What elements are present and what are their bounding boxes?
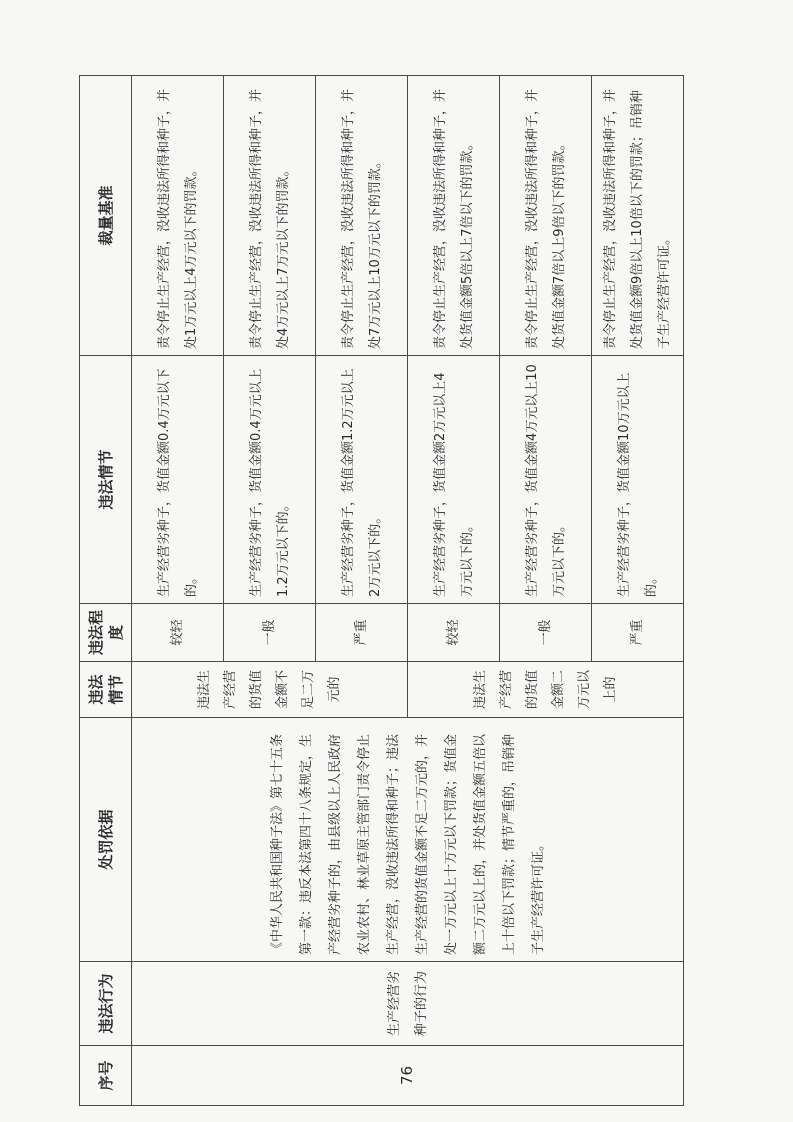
standard-cell: 责令停止生产经营，没收违法所得和种子，并处7万元以上10万元以下的罚款。 <box>316 76 408 356</box>
header-basis: 处罚依据 <box>80 718 132 962</box>
header-facts: 违法情节 <box>80 356 132 604</box>
circumstance-group-2: 违法生产经营的货值金额二万元以上的 <box>408 662 684 718</box>
facts-cell: 生产经营劣种子，货值金额0.4万元以上1.2万元以下的。 <box>224 356 316 604</box>
penalty-discretion-table <box>79 75 684 1106</box>
header-behavior: 违法行为 <box>80 962 132 1046</box>
circumstance-group-1: 违法生产经营的货值金额不足二万元的 <box>132 662 408 718</box>
degree-cell: 较轻 <box>408 604 500 662</box>
table-row <box>132 76 224 1106</box>
standard-cell: 责令停止生产经营，没收违法所得和种子，并处4万元以上7万元以下的罚款。 <box>224 76 316 356</box>
header-circumstance: 违法情节 <box>80 662 132 718</box>
penalty-basis: 《中华人民共和国种子法》第七十五条第一款：违反本法第四十八条规定，生产经营劣种子的，由县级以上人民政府农业农村、林业草原主管部门责令停止生产经营，没收违法所得和种子；违法生产经营的货值金额不足二万元的，并处一万元以上十万元以下罚款；货值金额二万元以上的，并处货值金额五倍以上十倍以下罚款；情节严重的，吊销种子生产经营许可证。 <box>132 718 684 962</box>
header-standard: 裁量基准 <box>80 76 132 356</box>
standard-cell: 责令停止生产经营，没收违法所得和种子，并处1万元以上4万元以下的罚款。 <box>132 76 224 356</box>
violation-behavior: 生产经营劣种子的行为 <box>132 962 684 1046</box>
degree-cell: 严重 <box>592 604 684 662</box>
rotated-table-wrapper <box>79 76 682 1106</box>
standard-cell: 责令停止生产经营，没收违法所得和种子，并处货值金额7倍以上9倍以下的罚款。 <box>500 76 592 356</box>
standard-cell: 责令停止生产经营，没收违法所得和种子，并处货值金额9倍以上10倍以下的罚款；吊销种子生产经营许可证。 <box>592 76 684 356</box>
degree-cell: 一般 <box>224 604 316 662</box>
facts-cell: 生产经营劣种子，货值金额0.4万元以下的。 <box>132 356 224 604</box>
degree-cell: 一般 <box>500 604 592 662</box>
facts-cell: 生产经营劣种子，货值金额4万元以上10万元以下的。 <box>500 356 592 604</box>
standard-cell: 责令停止生产经营，没收违法所得和种子，并处货值金额5倍以上7倍以下的罚款。 <box>408 76 500 356</box>
facts-cell: 生产经营劣种子，货值金额1.2万元以上2万元以下的。 <box>316 356 408 604</box>
header-degree: 违法程度 <box>80 604 132 662</box>
row-number: 76 <box>132 1046 684 1106</box>
header-no: 序号 <box>80 1046 132 1106</box>
degree-cell: 严重 <box>316 604 408 662</box>
facts-cell: 生产经营劣种子，货值金额10万元以上的。 <box>592 356 684 604</box>
header-row <box>80 76 132 1106</box>
degree-cell: 较轻 <box>132 604 224 662</box>
facts-cell: 生产经营劣种子，货值金额2万元以上4万元以下的。 <box>408 356 500 604</box>
